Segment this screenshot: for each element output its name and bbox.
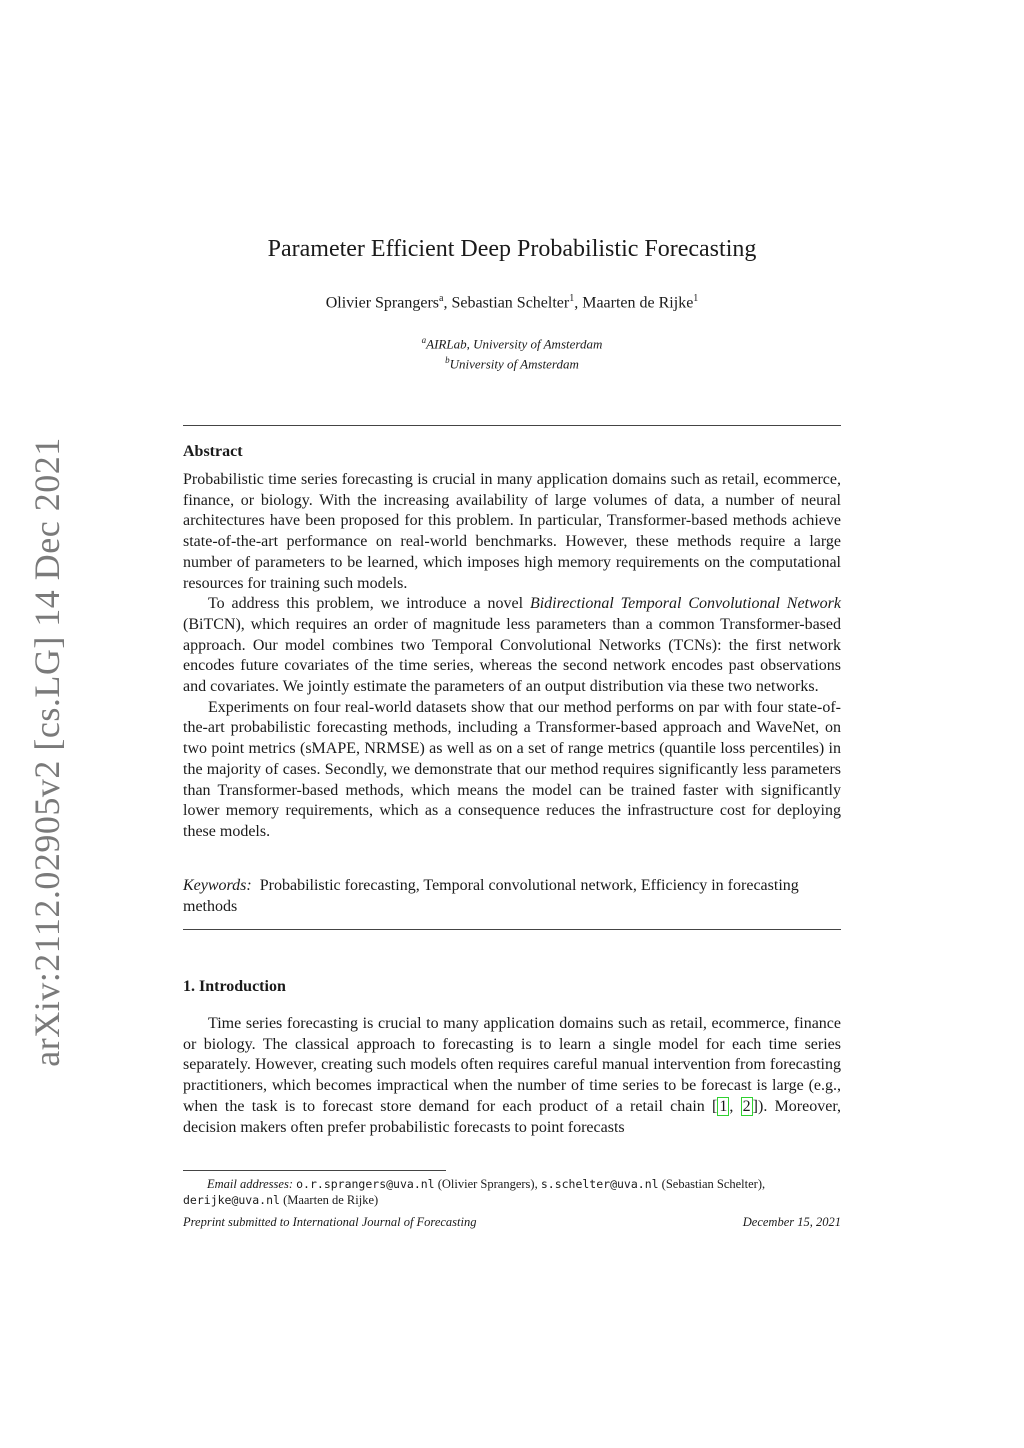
author-name: Maarten de Rijke — [582, 294, 694, 312]
author-name: Olivier Sprangers — [325, 294, 440, 312]
author-affiliation-mark: a — [439, 293, 444, 304]
affiliation: $^b$University of Amsterdam — [445, 355, 579, 372]
citation-link[interactable]: 2 — [742, 1097, 751, 1115]
email-address[interactable]: o.r.sprangers@uva.nl — [296, 1177, 435, 1191]
model-name: Bidirectional Temporal Convolutional Network — [529, 595, 841, 613]
abstract-body — [183, 470, 841, 843]
abstract-paragraph: Probabilistic time series forecasting is crucial in many application domains such as retail, ecommerce, finance, or biology. With the increasing availability of large volumes of data, a number of neural architectures have been proposed for this problem. In particular, Transformer-based methods achieve state-of-the-art performance on real-world benchmarks. However, these methods require a large number of parameters to be learned, which imposes high memory requirements on the computational resources for training such models. — [183, 471, 841, 592]
keywords — [183, 876, 841, 917]
bottom-divider — [183, 929, 841, 930]
keywords-label: Keywords: — [183, 877, 252, 894]
citation-link[interactable]: 1 — [719, 1097, 728, 1115]
affiliations — [0, 332, 1024, 373]
footnote-divider — [183, 1170, 446, 1171]
footnote-label: Email addresses: — [207, 1177, 293, 1191]
footnote-emails: Email addresses: o.r.sprangers@uva.nl (Olivier Sprangers), s.schelter@uva.nl (Sebastian Schelter), derijke@uva.nl (Maarten de Rijke) — [183, 1177, 766, 1207]
affiliation: $^a$AIRLab, University of Amsterdam — [421, 335, 603, 352]
keywords-text: Probabilistic forecasting, Temporal convolutional network, Efficiency in forecasting methods — [183, 877, 799, 915]
paper-title: Parameter Efficient Deep Probabilistic Forecasting — [267, 236, 757, 262]
abstract-heading: Abstract — [183, 443, 243, 460]
introduction-paragraph: Time series forecasting is crucial to many application domains such as retail, ecommerce, finance or biology. The classical approach to forecasting is to learn a single model for each time series separately. However, creating such models often requires careful manual intervention from forecasting practitioners, which becomes impractical when the number of time series to be forecast is large (e.g., when the task is to forecast store demand for each product of a retail chain [ 1 , 2 ]). Moreover, decision makers often prefer probabilistic forecasts to point forecasts — [183, 1015, 842, 1136]
author-affiliation-mark: 1 — [569, 293, 575, 304]
preprint-note: Preprint submitted to International Journal of Forecasting — [183, 1215, 477, 1229]
author-name: Sebastian Schelter — [451, 294, 570, 312]
author-affiliation-mark: 1 — [693, 293, 699, 304]
email-address[interactable]: s.schelter@uva.nl — [540, 1177, 659, 1191]
author-list: Olivier Sprangers$^a$, Sebastian Schelter$^1$, Maarten de Rijke$^1$ — [325, 293, 699, 312]
abstract-paragraph: To address this problem, we introduce a novel Bidirectional Temporal Convolutional Network (BiTCN), which requires an order of magnitude less parameters than a common Transformer-based approach. Our model combines two Temporal Convolutional Networks (TCNs): the first network encodes future covariates of the time series, whereas the second network encodes past observations and covariates. We jointly estimate the parameters of an output distribution via these two networks. — [183, 595, 841, 696]
section-heading-introduction: 1. Introduction — [183, 978, 286, 995]
arxiv-sidebar — [23, 437, 71, 1067]
abstract-paragraph: Experiments on four real-world datasets show that our method performs on par with four state-of-the-art probabilistic forecasting methods, including a Transformer-based approach and WaveNet, on two point metrics (sMAPE, NRMSE) as well as on a set of range metrics (quantile loss percentiles) in the majority of cases. Secondly, we demonstrate that our method requires significantly less parameters than Transformer-based methods, which means the model can be trained faster with significantly lower memory requirements, which as a consequence reduces the infrastructure cost for deploying these models. — [183, 698, 841, 840]
top-divider — [183, 425, 841, 426]
email-address[interactable]: derijke@uva.nl — [183, 1193, 280, 1207]
arxiv-identifier: arXiv:2112.02905v2 [cs.LG] 14 Dec 2021 — [27, 437, 67, 1067]
preprint-date: December 15, 2021 — [742, 1215, 841, 1229]
introduction-body — [183, 1014, 841, 1138]
